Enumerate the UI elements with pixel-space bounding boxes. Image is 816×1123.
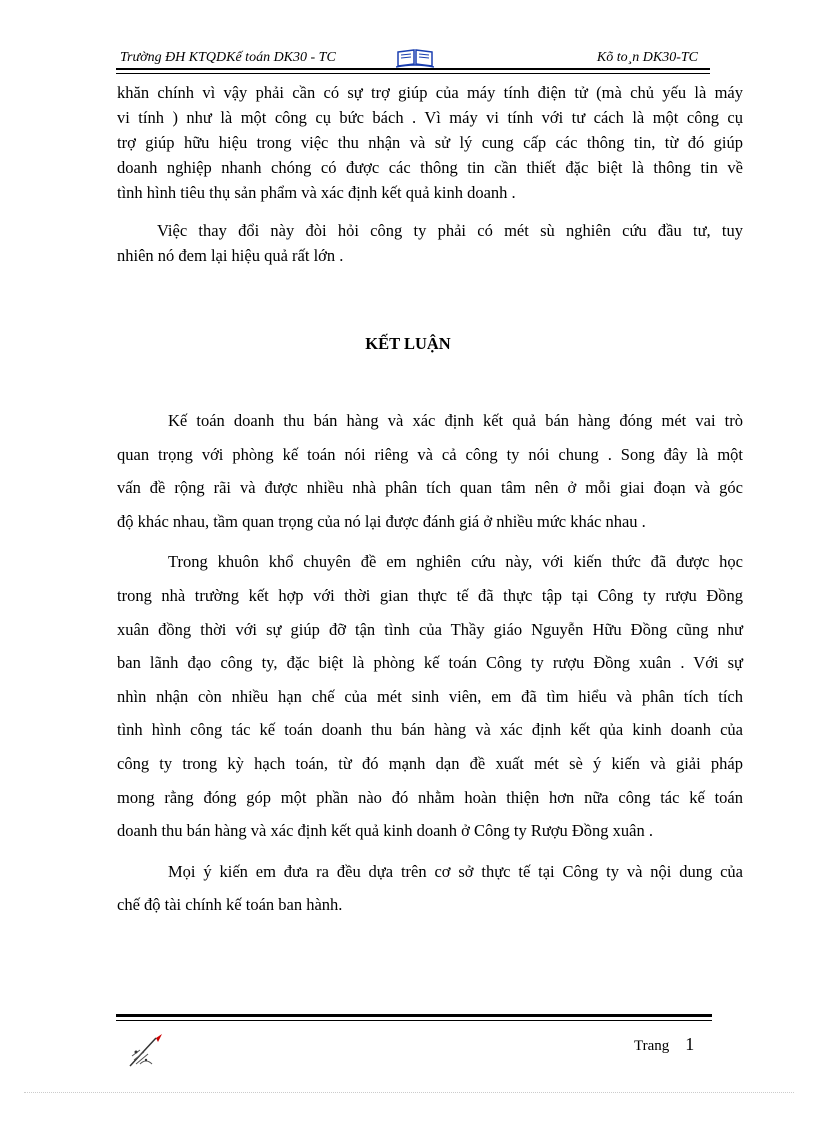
page-label: Trang <box>634 1038 670 1054</box>
conclusion-body <box>117 404 743 929</box>
text-line: mong rằng đóng góp một phần nào đó nhằm hoàn thiện hơn nữa công tác kế toán <box>117 787 743 807</box>
header-left-text: Trường ĐH KTQDKế toán DK30 - TC <box>120 50 336 65</box>
page-number-value: 1 <box>685 1034 695 1054</box>
text-line: vấn đề rộng rãi và được nhiều nhà phân tích quan tâm nên ở mỗi giai đoạn và góc <box>117 478 743 498</box>
header-rule <box>116 68 710 70</box>
page-number <box>634 1034 694 1055</box>
text-line: ban lãnh đạo công ty, đặc biệt là phòng kế toán Công ty rượu Đồng xuân . Với sự <box>117 653 743 673</box>
footer-rule-thin <box>116 1020 712 1021</box>
conclusion-paragraph <box>117 545 743 847</box>
book-icon <box>396 46 434 68</box>
header-rule-thin <box>116 73 710 74</box>
text-line: trong nhà trường kết hợp với thời gian thực tế đã thực tập tại Công ty rượu Đồng <box>117 585 743 605</box>
text-line: Mọi ý kiến em đưa ra đều dựa trên cơ sở thực tế tại Công ty và nội dung của <box>168 861 743 881</box>
header-right-text: Kõ to¸n DK30-TC <box>596 50 698 65</box>
conclusion-paragraph <box>117 404 743 538</box>
text-line: Kế toán doanh thu bán hàng và xác định kết quả bán hàng đóng mét vai trò <box>168 411 743 430</box>
text-line: quan trọng với phòng kế toán nói riêng và cả công ty nói chung . Song đây là một <box>117 444 743 464</box>
conclusion-paragraph <box>117 855 743 922</box>
text-line: tình hình công tác kế toán doanh thu bán hàng và xác định kết qủa kinh doanh của <box>117 720 743 740</box>
page-bottom-divider <box>24 1092 794 1093</box>
text-line: nhiên nó đem lại hiệu quả rất lớn . <box>117 246 344 265</box>
footer-rule <box>116 1014 712 1017</box>
text-line: doanh thu bán hàng và xác định kết quả kinh doanh ở Công ty Rượu Đồng xuân . <box>117 821 653 841</box>
quill-icon <box>126 1030 166 1070</box>
page-header <box>116 44 710 70</box>
text-line: Trong khuôn khổ chuyên đề em nghiên cứu này, với kiến thức đã được học <box>168 552 743 572</box>
change-paragraph <box>117 218 743 268</box>
text-line: khăn chính vì vậy phải cần có sự trợ giúp của máy tính điện tử (mà chủ yếu là máy <box>117 83 743 102</box>
intro-paragraph <box>117 80 743 205</box>
text-line: trợ giúp hữu hiệu trong việc thu nhận và sử lý cung cấp các thông tin, từ đó giúp <box>117 133 743 152</box>
text-line: công ty trong kỳ hạch toán, từ đó mạnh dạn đề xuất mét sè ý kiến và giải pháp <box>117 753 743 773</box>
text-line: Việc thay đổi này đòi hỏi công ty phải có mét sù nghiên cứu đầu tư, tuy <box>157 221 743 240</box>
text-line: xuân đồng thời với sự giúp đỡ tận tình của Thầy giáo Nguyễn Hữu Đồng cũng như <box>117 619 743 639</box>
text-line: chế độ tài chính kế toán ban hành. <box>117 895 343 915</box>
text-line: độ khác nhau, tầm quan trọng của nó lại được đánh giá ở nhiều mức khác nhau . <box>117 511 646 531</box>
text-line: vi tính ) như là một công cụ bức bách . Vì máy vi tính với tư cách là một công cụ <box>117 108 743 127</box>
text-line: nhìn nhận còn nhiều hạn chế của mét sinh viên, em đã tìm hiểu và phân tích tích <box>117 686 743 706</box>
section-title: KẾT LUẬN <box>365 334 451 353</box>
text-line: tình hình tiêu thụ sản phẩm và xác định kết quả kinh doanh . <box>117 183 516 202</box>
text-line: doanh nghiệp nhanh chóng có được các thông tin cần thiết đặc biệt là thông tin về <box>117 158 743 177</box>
